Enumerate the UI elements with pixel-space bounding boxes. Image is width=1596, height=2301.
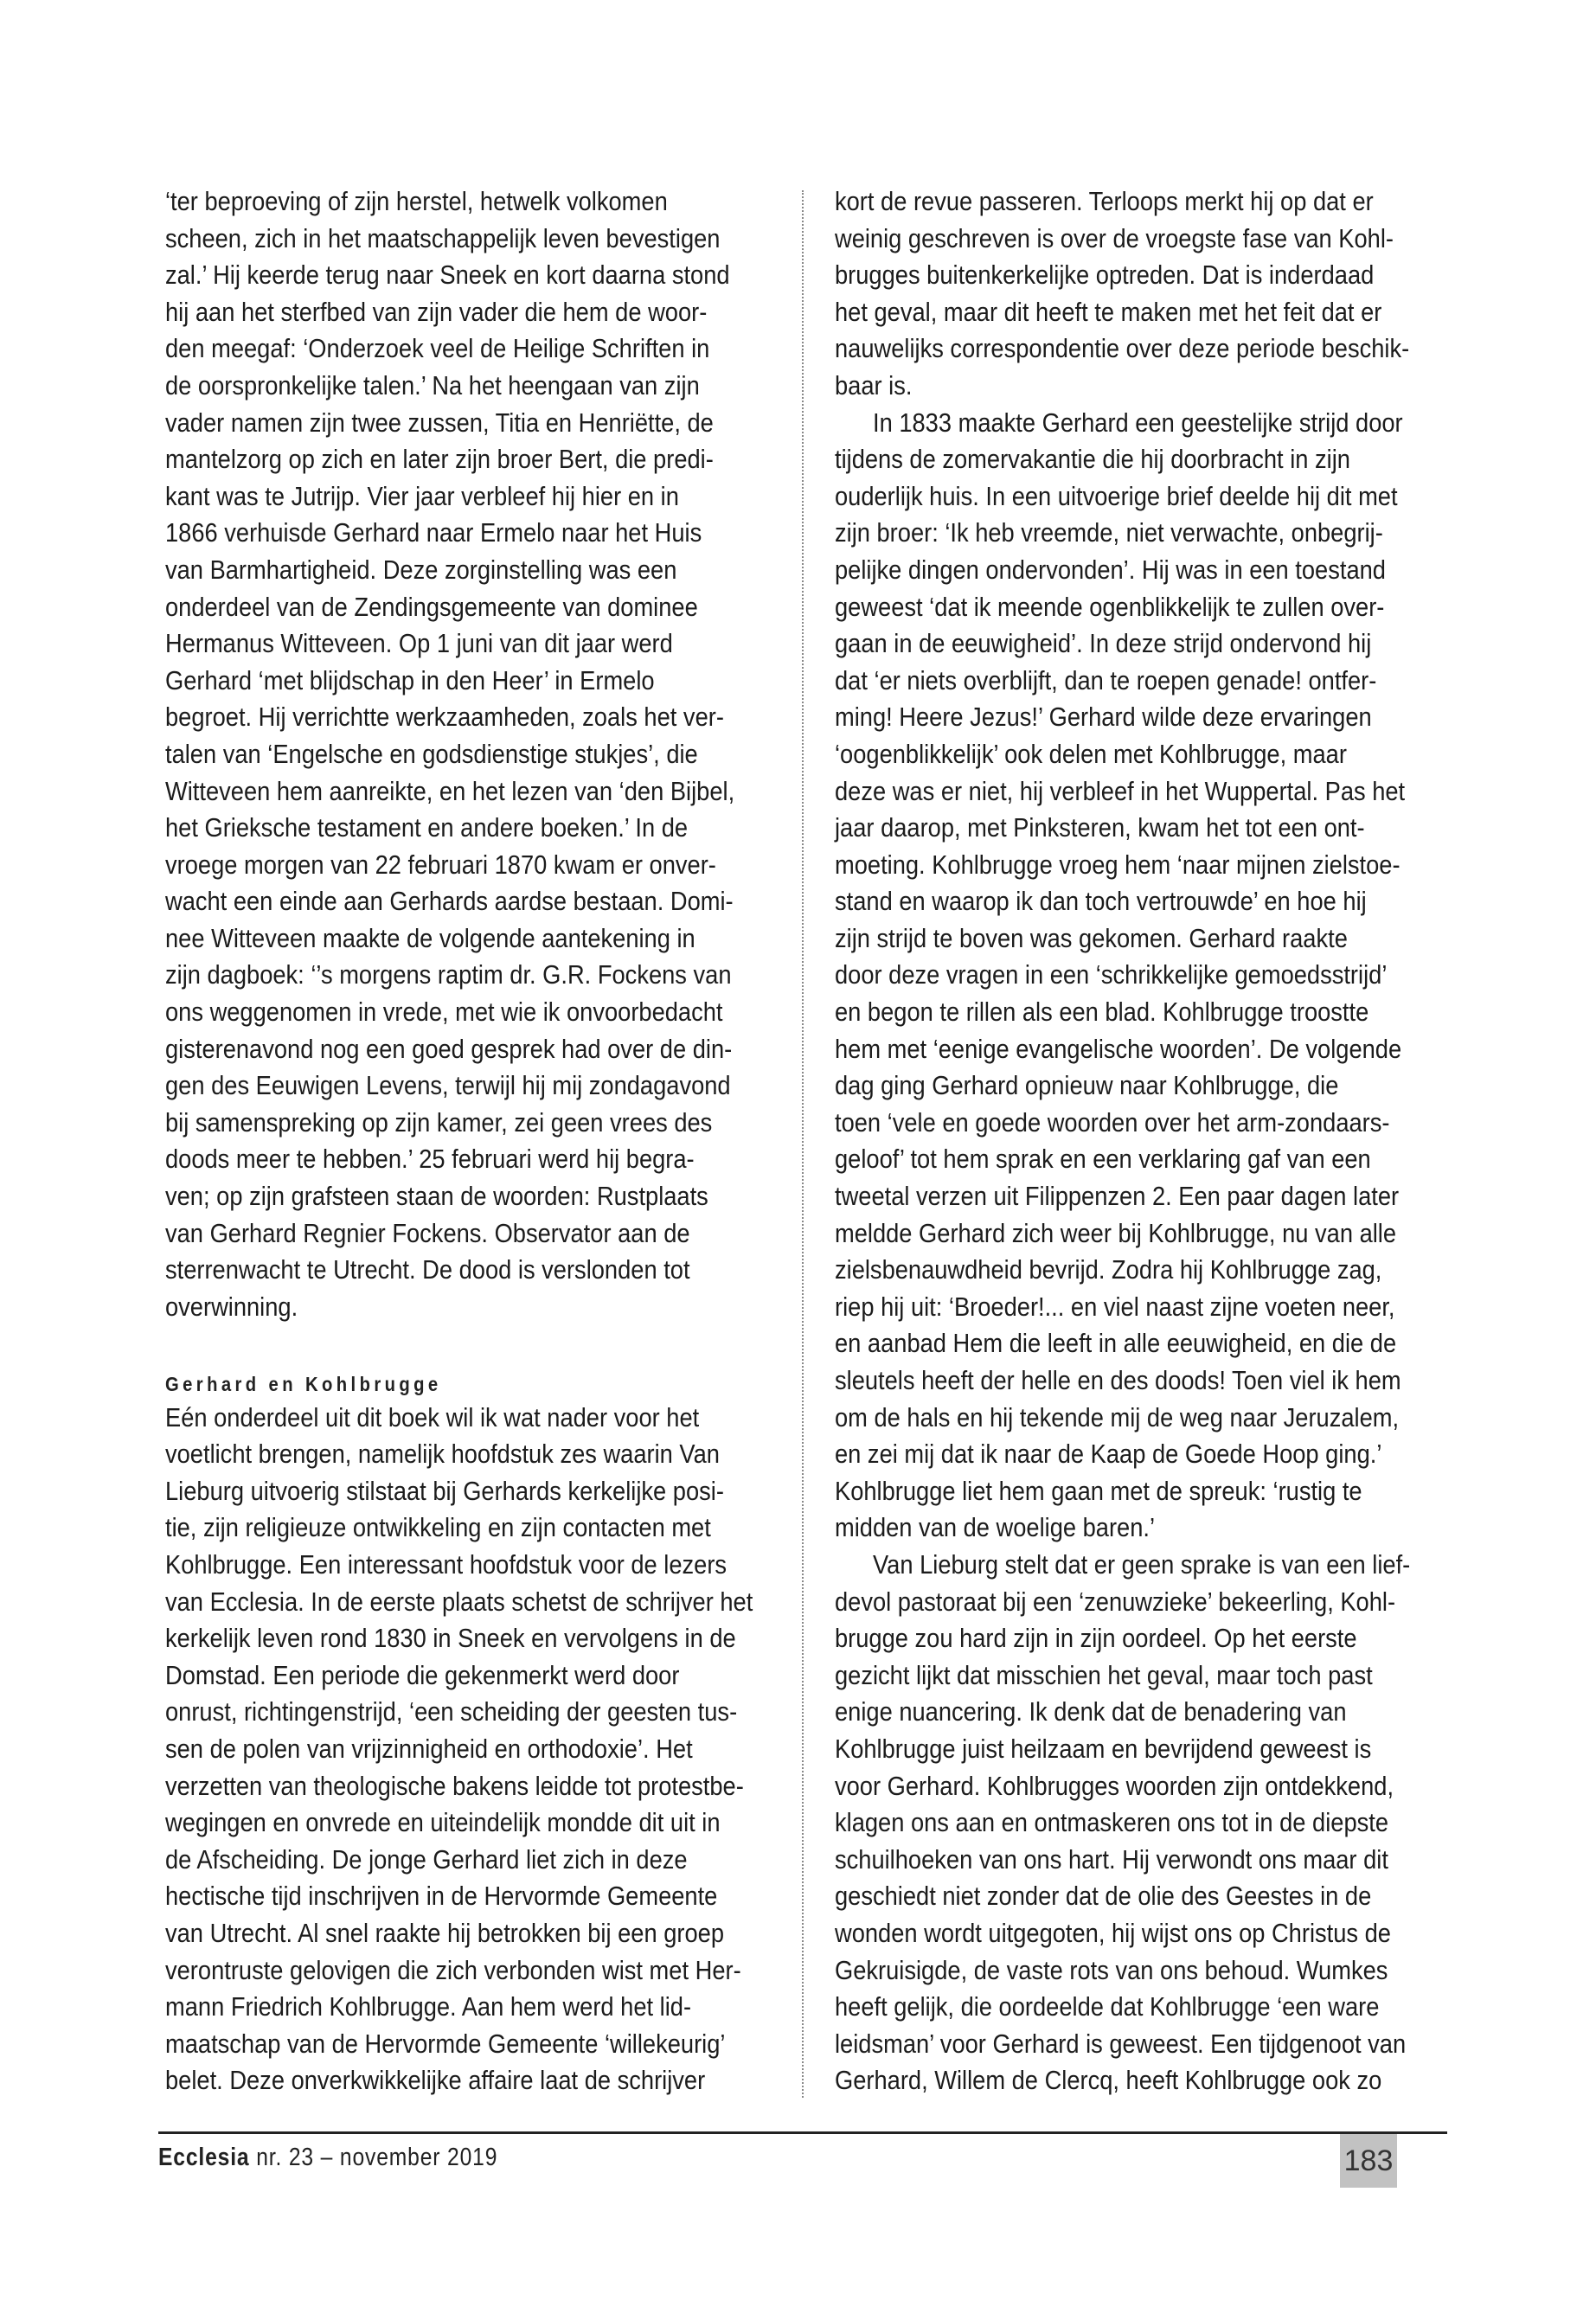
text-line: jaar daarop, met Pinksteren, kwam het tot een ont- xyxy=(835,812,1365,843)
text-line: vader namen zijn twee zussen, Titia en Henriëtte, de xyxy=(165,407,714,438)
text-line: nauwelijks correspondentie over deze periode beschik- xyxy=(835,333,1410,364)
text-line: het Grieksche testament en andere boeken.’ In de xyxy=(165,812,689,843)
text-line: en begon te rillen als een blad. Kohlbrugge troostte xyxy=(835,997,1369,1028)
text-line: stand en waarop ik dan toch vertrouwde’ en hoe hij xyxy=(835,886,1367,917)
text-line: geschiedt niet zonder dat de olie des Geestes in de xyxy=(835,1881,1372,1912)
text-line: geloof’ tot hem sprak en een verklaring gaf van een xyxy=(835,1144,1371,1175)
paragraph xyxy=(165,1400,782,2099)
text-line: ouderlijk huis. In een uitvoerige brief deelde hij dit met xyxy=(835,480,1398,511)
text-line: tweetal verzen uit Filippenzen 2. Een paar dagen later xyxy=(835,1181,1400,1212)
text-line: klagen ons aan en ontmaskeren ons tot in de diepste xyxy=(835,1807,1389,1838)
text-line: ming! Heere Jezus!’ Gerhard wilde deze ervaringen xyxy=(835,702,1372,733)
text-line: van Utrecht. Al snel raakte hij betrokken bij een groep xyxy=(165,1917,725,1948)
text-line: Van Lieburg stelt dat er geen sprake is van een lief- xyxy=(873,1548,1411,1580)
text-line: vroege morgen van 22 februari 1870 kwam er onver- xyxy=(165,849,716,880)
text-line: brugges buitenkerkelijke optreden. Dat is inderdaad xyxy=(835,260,1375,291)
text-line: Kohlbrugge juist heilzaam en bevrijdend geweest is xyxy=(835,1733,1372,1764)
text-line: sterrenwacht te Utrecht. De dood is verslonden tot xyxy=(165,1254,690,1285)
text-line: bij samenspreking op zijn kamer, zei geen vrees des xyxy=(165,1106,713,1138)
text-line: van Barmhartigheid. Deze zorginstelling was een xyxy=(165,554,677,585)
text-line: brugge zou hard zijn in zijn oordeel. Op het eerste xyxy=(835,1623,1357,1654)
text-line: van Gerhard Regnier Fockens. Observator aan de xyxy=(165,1217,690,1248)
text-line: mann Friedrich Kohlbrugge. Aan hem werd het lid- xyxy=(165,1991,692,2022)
text-line: om de hals en hij tekende mij de weg naar Jeruzalem, xyxy=(835,1401,1400,1433)
text-line: nee Witteveen maakte de volgende aantekening in xyxy=(165,922,695,953)
text-line: baar is. xyxy=(835,369,913,401)
text-line: verontruste gelovigen die zich verbonden wist met Her- xyxy=(165,1954,741,1985)
text-line: enige nuancering. Ik denk dat de benadering van xyxy=(835,1696,1347,1727)
text-line: meldde Gerhard zich weer bij Kohlbrugge, nu van alle xyxy=(835,1217,1397,1248)
text-line: riep hij uit: ‘Broeder!... en viel naast zijne voeten neer, xyxy=(835,1291,1395,1322)
text-line: Gekruisigde, de vaste rots van ons behoud. Wumkes xyxy=(835,1954,1388,1985)
text-line: kort de revue passeren. Terloops merkt hij op dat er xyxy=(835,186,1374,216)
text-line: kerkelijk leven rond 1830 in Sneek en vervolgens in de xyxy=(165,1623,736,1654)
paragraph xyxy=(165,183,782,1325)
right-column xyxy=(835,183,1452,2099)
magazine-name: Ecclesia xyxy=(158,2144,250,2171)
text-line: begroet. Hij verrichtte werkzaamheden, zoals het ver- xyxy=(165,702,724,733)
text-line: Gerhard, Willem de Clercq, heeft Kohlbrugge ook zo xyxy=(835,2065,1382,2096)
text-line: den meegaf: ‘Onderzoek veel de Heilige Schriften in xyxy=(165,333,710,364)
text-line: de Afscheiding. De jonge Gerhard liet zich in deze xyxy=(165,1843,688,1875)
text-line: schuilhoeken van ons hart. Hij verwondt ons maar dit xyxy=(835,1843,1388,1875)
text-line: en zei mij dat ik naar de Kaap de Goede Hoop ging.’ xyxy=(835,1439,1382,1470)
text-line: In 1833 maakte Gerhard een geestelijke strijd door xyxy=(873,407,1403,438)
text-line: Domstad. Een periode die gekenmerkt werd door xyxy=(165,1659,680,1690)
paragraph xyxy=(835,1547,1452,2099)
text-line: ven; op zijn grafsteen staan de woorden: Rustplaats xyxy=(165,1181,708,1212)
text-line: voetlicht brengen, namelijk hoofdstuk zes waarin Van xyxy=(165,1439,720,1470)
text-line: Kohlbrugge. Een interessant hoofdstuk voor de lezers xyxy=(165,1548,727,1580)
text-line: wonden wordt uitgegoten, hij wijst ons op Christus de xyxy=(835,1917,1391,1948)
text-line: Witteveen hem aanreikte, en het lezen van ‘den Bijbel, xyxy=(165,775,735,806)
text-line: hectische tijd inschrijven in de Hervormde Gemeente xyxy=(165,1881,718,1912)
text-line: sleutels heeft der helle en des doods! Toen viel ik hem xyxy=(835,1365,1401,1395)
text-line: gen des Eeuwigen Levens, terwijl hij mij zondagavond xyxy=(165,1070,731,1101)
text-line: ‘oogenblikkelijk’ ook delen met Kohlbrugge, maar xyxy=(835,738,1347,769)
text-line: Kohlbrugge liet hem gaan met de spreuk: ‘rustig te xyxy=(835,1475,1362,1506)
text-line: van Ecclesia. In de eerste plaats schetst de schrijver het xyxy=(165,1586,753,1617)
column-divider xyxy=(802,190,804,2098)
text-line: maatschap van de Hervormde Gemeente ‘willekeurig’ xyxy=(165,2028,726,2059)
text-line: hem met ‘eenige evangelische woorden’. De volgende xyxy=(835,1033,1402,1064)
text-line: leidsman’ voor Gerhard is geweest. Een tijdgenoot van xyxy=(835,2028,1407,2059)
text-line: gisterenavond nog een goed gesprek had over de din- xyxy=(165,1033,733,1064)
footer-citation xyxy=(158,2144,497,2172)
text-line: scheen, zich in het maatschappelijk leven bevestigen xyxy=(165,222,721,253)
text-line: ‘ter beproeving of zijn herstel, hetwelk volkomen xyxy=(165,186,668,216)
text-line: Lieburg uitvoerig stilstaat bij Gerhards kerkelijke posi- xyxy=(165,1475,724,1506)
text-line: door deze vragen in een ‘schrikkelijke gemoedsstrijd’ xyxy=(835,959,1388,990)
paragraph xyxy=(835,405,1452,1547)
text-line: sen de polen van vrijzinnigheid en orthodoxie’. Het xyxy=(165,1733,693,1764)
text-line: onderdeel van de Zendingsgemeente van dominee xyxy=(165,591,698,622)
text-line: belet. Deze onverkwikkelijke affaire laat de schrijver xyxy=(165,2065,706,2096)
text-line: ons weggenomen in vrede, met wie ik onvoorbedacht xyxy=(165,997,723,1028)
text-line: doods meer te hebben.’ 25 februari werd hij begra- xyxy=(165,1144,695,1175)
section-heading: Gerhard en Kohlbrugge xyxy=(165,1373,442,1395)
text-line: Eén onderdeel uit dit boek wil ik wat nader voor het xyxy=(165,1401,700,1433)
text-line: zal.’ Hij keerde terug naar Sneek en kort daarna stond xyxy=(165,260,730,291)
spacer xyxy=(165,1325,782,1362)
text-line: tijdens de zomervakantie die hij doorbracht in zijn xyxy=(835,444,1350,475)
text-line: tie, zijn religieuze ontwikkeling en zijn contacten met xyxy=(165,1512,711,1543)
text-line: toen ‘vele en goede woorden over het arm-zondaars- xyxy=(835,1106,1390,1138)
footer-rule xyxy=(158,2131,1447,2134)
text-line: wacht een einde aan Gerhards aardse bestaan. Domi- xyxy=(165,886,734,917)
text-line: deze was er niet, hij verbleef in het Wuppertal. Pas het xyxy=(835,775,1406,806)
text-line: Gerhard ‘met blijdschap in den Heer’ in Ermelo xyxy=(165,664,655,695)
text-line: Hermanus Witteveen. Op 1 juni van dit jaar werd xyxy=(165,628,673,659)
text-line: moeting. Kohlbrugge vroeg hem ‘naar mijnen zielstoe- xyxy=(835,849,1401,880)
text-line: midden van de woelige baren.’ xyxy=(835,1512,1156,1543)
text-line: 1866 verhuisde Gerhard naar Ermelo naar het Huis xyxy=(165,517,702,548)
text-line: het geval, maar dit heeft te maken met het feit dat er xyxy=(835,296,1382,327)
text-line: de oorspronkelijke talen.’ Na het heengaan van zijn xyxy=(165,369,700,401)
issue-info: nr. 23 – november 2019 xyxy=(249,2144,498,2171)
text-line: verzetten van theologische bakens leidde tot protestbe- xyxy=(165,1770,744,1801)
text-line: zijn strijd te boven was gekomen. Gerhard raakte xyxy=(835,922,1348,953)
text-line: en aanbad Hem die leeft in alle eeuwigheid, en die de xyxy=(835,1328,1397,1359)
text-line: geweest ‘dat ik meende ogenblikkelijk te zullen over- xyxy=(835,591,1385,622)
text-line: talen van ‘Engelsche en godsdienstige stukjes’, die xyxy=(165,738,698,769)
left-column xyxy=(165,183,782,2099)
text-line: gaan in de eeuwigheid’. In deze strijd ondervond hij xyxy=(835,628,1372,659)
text-line: gezicht lijkt dat misschien het geval, maar toch past xyxy=(835,1659,1373,1690)
text-line: voor Gerhard. Kohlbrugges woorden zijn ontdekkend, xyxy=(835,1770,1394,1801)
text-line: onrust, richtingenstrijd, ‘een scheiding der geesten tus- xyxy=(165,1696,738,1727)
text-line: kant was te Jutrijp. Vier jaar verbleef hij hier en in xyxy=(165,480,679,511)
text-line: hij aan het sterfbed van zijn vader die hem de woor- xyxy=(165,296,708,327)
text-line: mantelzorg op zich en later zijn broer Bert, die predi- xyxy=(165,444,714,475)
text-line: dat ‘er niets overblijft, dan te roepen genade! ontfer- xyxy=(835,664,1377,695)
text-line: weinig geschreven is over de vroegste fase van Kohl- xyxy=(835,222,1394,253)
text-line: overwinning. xyxy=(165,1291,298,1322)
text-line: zijn dagboek: ‘’s morgens raptim dr. G.R. Fockens van xyxy=(165,959,732,990)
text-line: zielsbenauwdheid bevrijd. Zodra hij Kohlbrugge zag, xyxy=(835,1254,1382,1285)
text-line: zijn broer: ‘Ik heb vreemde, niet verwachte, onbegrij- xyxy=(835,517,1383,548)
text-line: wegingen en onvrede en uiteindelijk mondde dit uit in xyxy=(165,1807,721,1838)
text-line: devol pastoraat bij een ‘zenuwzieke’ bekeerling, Kohl- xyxy=(835,1586,1396,1617)
paragraph xyxy=(835,183,1452,405)
text-line: pelijke dingen ondervonden’. Hij was in een toestand xyxy=(835,554,1386,585)
page-number: 183 xyxy=(1340,2134,1397,2188)
text-line: heeft gelijk, die oordeelde dat Kohlbrugge ‘een ware xyxy=(835,1991,1380,2022)
text-line: dag ging Gerhard opnieuw naar Kohlbrugge, die xyxy=(835,1070,1339,1101)
